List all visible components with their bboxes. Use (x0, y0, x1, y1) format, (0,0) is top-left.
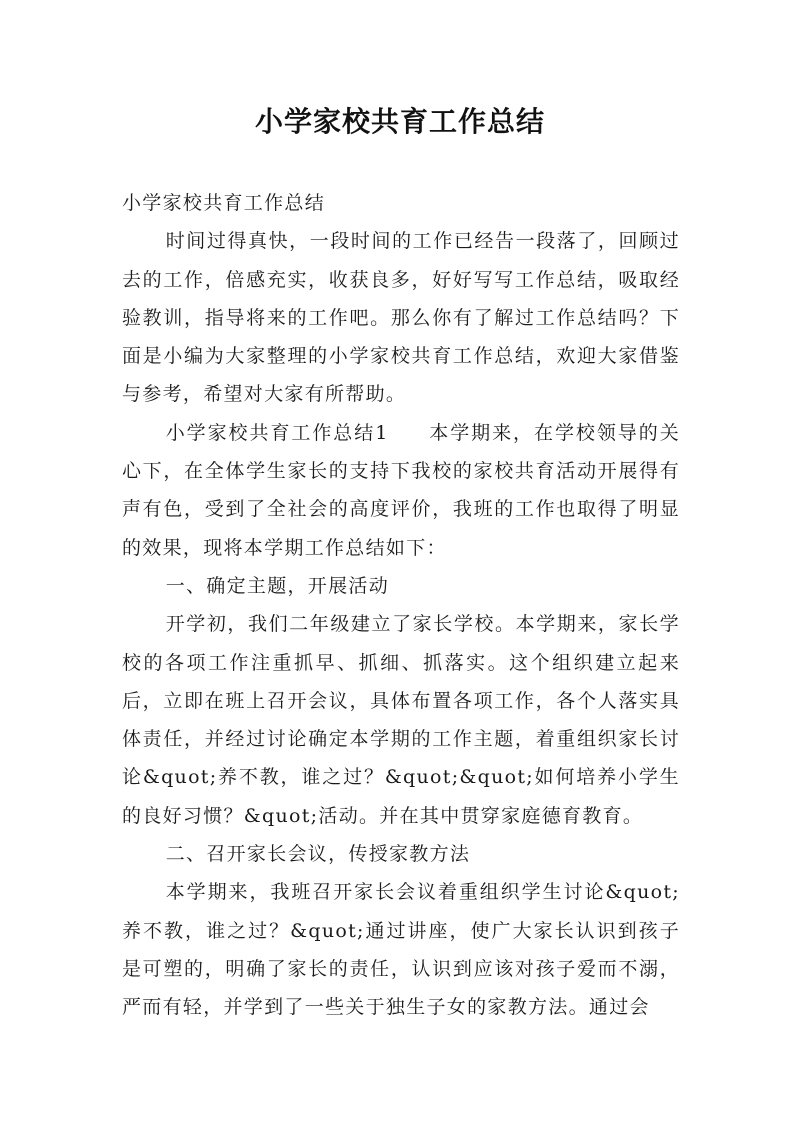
paragraph-1: 开学初，我们二年级建立了家长学校。本学期来，家长学校的各项工作注重抓早、抓细、抓落实。这个组织建立起来后，立即在班上召开会议，具体布置各项工作，各个人落实具体责任，并经过讨论确定本学期的工作主题，着重组织家长讨论&quot;养不教，谁之过？&quot;&quot;如何培养小学生的良好习惯？&quot;活动。并在其中贯穿家庭德育教育。 (122, 613, 680, 827)
heading-2: 二、召开家长会议，传授家教方法 (165, 843, 471, 866)
section-1-heading: 小学家校共育工作总结1 (165, 421, 389, 444)
document-subtitle: 小学家校共育工作总结 (122, 192, 326, 214)
document-title: 小学家校共育工作总结 (254, 105, 545, 138)
section-1-paragraph (122, 414, 680, 567)
intro-paragraph: 时间过得真快，一段时间的工作已经告一段落了，回顾过去的工作，倍感充实，收获良多，好好写写工作总结，吸取经验教训，指导将来的工作吧。那么你有了解过工作总结吗？下面是小编为大家整理的小学家校共育工作总结，欢迎大家借鉴与参考，希望对大家有所帮助。 (122, 230, 680, 406)
document-body (122, 184, 680, 1027)
paragraph-2: 本学期来，我班召开家长会议着重组织学生讨论&quot;养不教，谁之过？&quot;通过讲座，使广大家长认识到孩子是可塑的，明确了家长的责任，认识到应该对孩子爱而不溺，严而有轻，并学到了一些关于独生子女的家教方法。通过会 (122, 881, 680, 1019)
heading-1: 一、确定主题，开展活动 (165, 574, 389, 597)
section-1-text: 本学期来，在学校领导的关心下，在全体学生家长的支持下我校的家校共育活动开展得有声有色，受到了全社会的高度评价，我班的工作也取得了明显的效果，现将本学期工作总结如下： (122, 421, 681, 559)
